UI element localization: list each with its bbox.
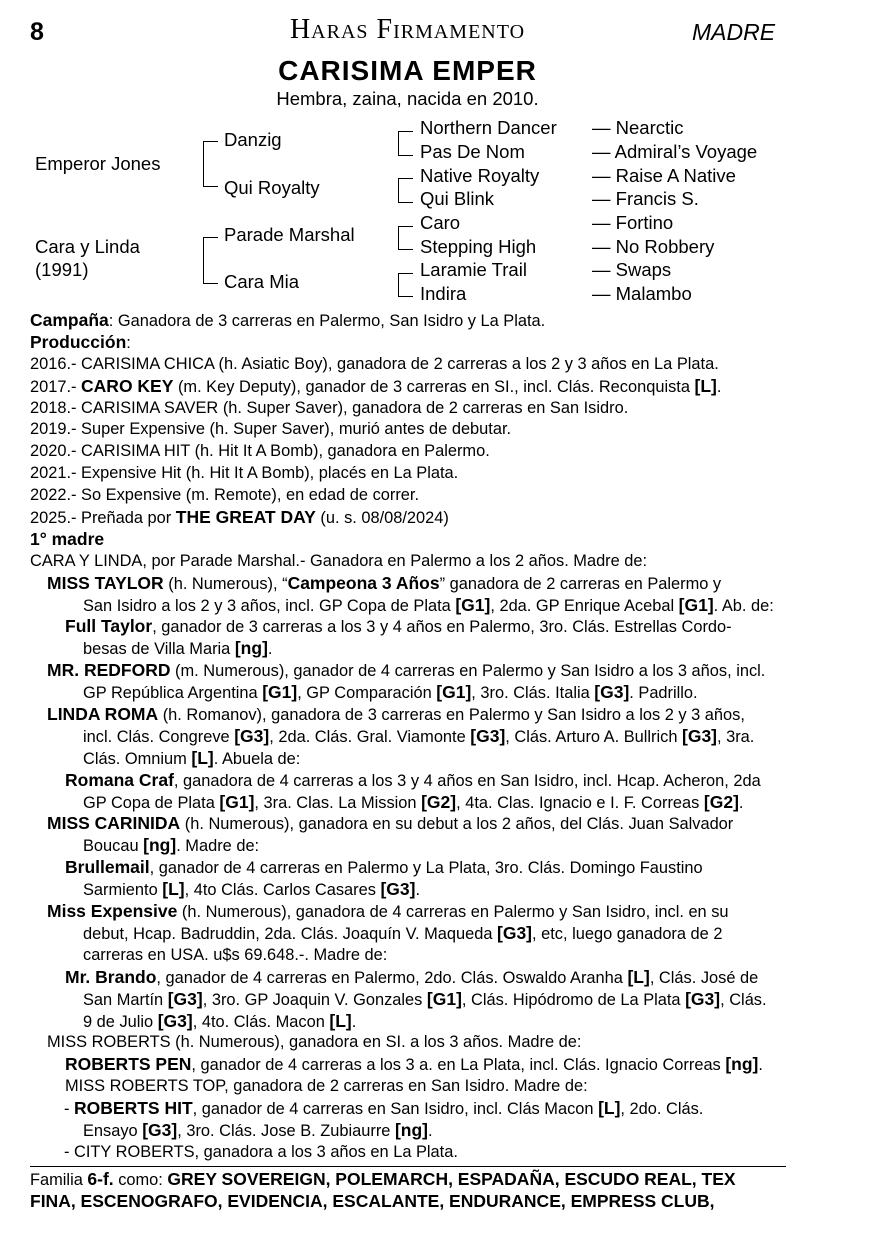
bold-run: [ng] bbox=[143, 835, 177, 856]
pedigree-gen3: Native Royalty bbox=[420, 165, 540, 186]
bold-run: [G2] bbox=[703, 791, 739, 812]
familia-section bbox=[30, 1168, 820, 1212]
campana-label: Campaña bbox=[30, 310, 109, 330]
pedigree-gen2: Parade Marshal bbox=[224, 224, 355, 245]
bold-run: Miss Expensive bbox=[47, 901, 178, 922]
text-run: , 2da. Clás. Gral. Viamonte bbox=[269, 727, 471, 746]
produccion-item: 2020.- CARISIMA HIT (h. Hit It A Bomb), ganadora en Palermo. bbox=[30, 442, 490, 461]
bold-run: [G1] bbox=[436, 682, 472, 703]
produccion-label: Producción bbox=[30, 331, 127, 352]
text-run: . bbox=[351, 1012, 357, 1031]
pm-line bbox=[30, 1032, 820, 1054]
horse-description: Hembra, zaina, nacida en 2010. bbox=[276, 88, 539, 109]
pm-line bbox=[30, 967, 820, 989]
t: 2025.- Preñada por bbox=[30, 509, 176, 528]
pm-line bbox=[30, 660, 820, 682]
bold-run: ROBERTS PEN bbox=[65, 1054, 192, 1075]
race-grade: [L] bbox=[694, 375, 717, 396]
text-run: GP Copa de Plata bbox=[83, 793, 220, 812]
text-run: , 3ro. Clás. Jose B. Zubiaurre bbox=[177, 1121, 395, 1140]
bold-run: [G3] bbox=[234, 725, 270, 746]
bold-run: LINDA ROMA bbox=[47, 704, 159, 725]
bold-run: Brullemail bbox=[65, 857, 150, 878]
text-run: incl. Clás. Congreve bbox=[83, 727, 235, 746]
pm-line bbox=[30, 1142, 820, 1164]
bold-run: [G2] bbox=[421, 791, 457, 812]
text-run: . Madre de: bbox=[176, 837, 260, 856]
haras-title: Haras Firmamento bbox=[289, 14, 526, 45]
pedigree-gen3: Pas De Nom bbox=[420, 141, 525, 162]
pm-line bbox=[30, 726, 820, 748]
pm-line bbox=[30, 595, 820, 617]
t: 2017.- bbox=[30, 377, 82, 396]
pedigree-gen3: Northern Dancer bbox=[420, 117, 557, 138]
pm-line bbox=[30, 879, 820, 901]
primera-madre-intro: CARA Y LINDA, por Parade Marshal.- Ganadora en Palermo a los 2 años. Madre de: bbox=[30, 551, 648, 570]
pedigree-gen3: Indira bbox=[420, 283, 467, 304]
bold-run: [G1] bbox=[262, 682, 298, 703]
text-run: , Clás. bbox=[720, 990, 767, 1009]
text-run: (h. Numerous), ganadora de 4 carreras en Palermo y San Isidro, incl. en su bbox=[177, 903, 729, 922]
text-run: , 4ta. Clas. Ignacio e I. F. Correas bbox=[456, 793, 704, 812]
bold-run: [G1] bbox=[219, 791, 255, 812]
text-run: , 2do. Clás. bbox=[620, 1100, 704, 1119]
primera-madre-label: 1° madre bbox=[30, 528, 105, 549]
pm-line bbox=[30, 770, 820, 792]
pm-line bbox=[30, 616, 820, 638]
text-run: , Clás. Arturo A. Bullrich bbox=[505, 727, 682, 746]
text-run: , ganador de 4 carreras en Palermo y La Plata, 3ro. Clás. Domingo Faustino bbox=[149, 859, 703, 878]
pedigree-gen2: Qui Royalty bbox=[224, 177, 320, 198]
bracket bbox=[398, 178, 413, 203]
bold-run: [G3] bbox=[157, 1010, 193, 1031]
pm-line bbox=[30, 573, 820, 595]
bold-run: [ng] bbox=[234, 638, 268, 659]
t: como: bbox=[113, 1171, 168, 1189]
text-run: ” ganadora de 2 carreras en Palermo y bbox=[439, 574, 722, 593]
bold-run: [ng] bbox=[725, 1054, 759, 1075]
text-run: (h. Numerous), ganadora en su debut a los 2 años, del Clás. Juan Salvador bbox=[180, 815, 734, 834]
pedigree-gen4: — Fortino bbox=[592, 212, 674, 233]
t: . bbox=[716, 377, 722, 396]
produccion-item bbox=[30, 376, 820, 398]
text-run: , 3ro. GP Joaquin V. Gonzales bbox=[202, 990, 427, 1009]
pedigree-sire: Emperor Jones bbox=[35, 153, 161, 174]
pm-line bbox=[30, 1098, 820, 1120]
bracket bbox=[398, 273, 413, 297]
text-run: , ganador de 3 carreras a los 3 y 4 años en Palermo, 3ro. Clás. Estrellas Cordo- bbox=[152, 618, 732, 637]
bracket bbox=[203, 141, 218, 187]
pm-line bbox=[30, 945, 820, 967]
text-run: (h. Romanov), ganadora de 3 carreras en Palermo y San Isidro a los 2 y 3 años, bbox=[158, 706, 745, 725]
pm-line bbox=[30, 813, 820, 835]
familia-names: GREY SOVEREIGN, POLEMARCH, ESPADAÑA, ESCUDO REAL, TEX bbox=[167, 1169, 736, 1189]
text-run: , ganador de 4 carreras en Palermo, 2do. Clás. Oswaldo Aranha bbox=[156, 968, 628, 987]
text-run: San Martín bbox=[83, 990, 168, 1009]
pm-line bbox=[30, 1120, 820, 1142]
text-run: , Clás. Hipódromo de La Plata bbox=[461, 990, 686, 1009]
text-run: , 4to Clás. Carlos Casares bbox=[184, 881, 381, 900]
bold-run: [G1] bbox=[426, 988, 462, 1009]
bracket bbox=[203, 237, 218, 284]
text-run: . bbox=[738, 793, 744, 812]
bold-run: Mr. Brando bbox=[65, 966, 157, 987]
text-run: . Abuela de: bbox=[213, 749, 301, 768]
pedigree-gen4: — Nearctic bbox=[592, 117, 684, 138]
pm-line bbox=[30, 923, 820, 945]
bracket bbox=[398, 226, 413, 250]
pedigree-gen4: — Admiral’s Voyage bbox=[592, 141, 758, 162]
pm-line bbox=[30, 1076, 820, 1098]
pedigree-gen3: Caro bbox=[420, 212, 461, 233]
text-run: , ganadora de 4 carreras a los 3 y 4 años en San Isidro, incl. Hcap. Acheron, 2da bbox=[173, 771, 761, 790]
pedigree-gen4: — Raise A Native bbox=[592, 165, 736, 186]
pedigree-gen3: Qui Blink bbox=[420, 188, 495, 209]
bold-run: [G1] bbox=[455, 594, 491, 615]
text-run: . bbox=[758, 1056, 763, 1075]
text-run: MISS ROBERTS TOP, ganadora de 2 carreras en San Isidro. Madre de: bbox=[65, 1077, 588, 1096]
produccion-colon: : bbox=[126, 333, 131, 352]
produccion-item: 2016.- CARISIMA CHICA (h. Asiatic Boy), ganadora de 2 carreras a los 2 y 3 años en La Plata. bbox=[30, 354, 719, 373]
bold-run: MR. REDFORD bbox=[47, 660, 171, 681]
bold-run: [G3] bbox=[685, 988, 721, 1009]
text-run: San Isidro a los 2 y 3 años, incl. GP Copa de Plata bbox=[83, 596, 456, 615]
divider bbox=[30, 1166, 786, 1167]
text-run: - CITY ROBERTS, ganadora a los 3 años en La Plata. bbox=[64, 1142, 458, 1161]
text-run: , Clás. José de bbox=[649, 968, 759, 987]
catalog-body bbox=[30, 310, 820, 1164]
text-run: , ganador de 4 carreras en San Isidro, incl. Clás Macon bbox=[192, 1100, 599, 1119]
pm-line bbox=[30, 792, 820, 814]
produccion-item: 2018.- CARISIMA SAVER (h. Super Saver), ganadora de 2 carreras en San Isidro. bbox=[30, 398, 629, 417]
pedigree-gen3: Laramie Trail bbox=[420, 259, 527, 280]
text-run: Sarmiento bbox=[83, 881, 163, 900]
primera-madre-heading bbox=[30, 529, 820, 551]
produccion-item bbox=[30, 507, 820, 529]
horse-ref: THE GREAT DAY bbox=[175, 507, 316, 528]
bold-run: [L] bbox=[598, 1098, 621, 1119]
bold-run: [G3] bbox=[142, 1119, 178, 1140]
pedigree-gen4: — Malambo bbox=[592, 283, 692, 304]
bold-run: [ng] bbox=[394, 1119, 429, 1140]
t: (u. s. 08/08/2024) bbox=[315, 509, 449, 528]
text-run: , 3ro. Clás. Italia bbox=[471, 684, 595, 703]
text-run: , GP Comparación bbox=[297, 684, 437, 703]
text-run: , etc, luego ganadora de 2 bbox=[532, 924, 723, 943]
text-run: 9 de Julio bbox=[83, 1012, 158, 1031]
bold-run: [G1] bbox=[678, 594, 714, 615]
pm-line bbox=[30, 835, 820, 857]
bold-run: MISS CARINIDA bbox=[47, 813, 181, 834]
familia-line bbox=[30, 1168, 820, 1190]
bold-run: [G3] bbox=[470, 725, 506, 746]
bold-run: [G3] bbox=[380, 879, 416, 900]
bold-run: [G3] bbox=[682, 725, 717, 746]
page-number: 8 bbox=[30, 18, 44, 46]
text-run: Ensayo bbox=[83, 1121, 143, 1140]
pedigree-gen4: — Francis S. bbox=[592, 188, 699, 209]
produccion-item: 2021.- Expensive Hit (h. Hit It A Bomb), placés en La Plata. bbox=[30, 464, 459, 483]
bold-run: Campeona 3 Años bbox=[287, 572, 440, 593]
bold-run: [L] bbox=[191, 747, 214, 768]
pm-line bbox=[30, 901, 820, 923]
pm-line bbox=[30, 682, 820, 704]
pm-line bbox=[30, 1011, 820, 1033]
text-run: (h. Numerous), “ bbox=[163, 574, 288, 593]
campana-line bbox=[30, 310, 820, 332]
text-run: debut, Hcap. Badruddin, 2da. Clás. Joaquín V. Maqueda bbox=[83, 924, 497, 943]
text-run: . bbox=[267, 640, 273, 659]
text-run: (m. Numerous), ganador de 4 carreras en Palermo y San Isidro a los 3 años, incl. bbox=[170, 662, 766, 681]
text-run: . Ab. de: bbox=[713, 596, 774, 615]
pm-line bbox=[30, 857, 820, 879]
bold-run: [L] bbox=[162, 879, 185, 900]
text-run: carreras en USA. u$s 69.648.-. Madre de: bbox=[83, 945, 388, 964]
produccion-item: 2022.- So Expensive (m. Remote), en edad de correr. bbox=[30, 486, 420, 505]
pm-line bbox=[30, 638, 820, 660]
produccion-item: 2019.- Super Expensive (h. Super Saver), murió antes de debutar. bbox=[30, 420, 512, 439]
familia-line bbox=[30, 1190, 820, 1212]
pm-line bbox=[30, 1054, 820, 1076]
pedigree-dam-year: (1991) bbox=[35, 259, 89, 280]
bold-run: [L] bbox=[329, 1010, 352, 1031]
bold-run: [G3] bbox=[167, 988, 203, 1009]
bold-run: MISS TAYLOR bbox=[47, 572, 164, 593]
text-run: MISS ROBERTS (h. Numerous), ganadora en SI. a los 3 años. Madre de: bbox=[47, 1033, 582, 1052]
text-run: , ganador de 4 carreras a los 3 a. en La Plata, incl. Clás. Ignacio Correas bbox=[191, 1056, 726, 1075]
text-run: , 4to. Clás. Macon bbox=[192, 1012, 330, 1031]
text-run: , 3ra. Clas. La Mission bbox=[254, 793, 422, 812]
bold-run: Full Taylor bbox=[65, 616, 153, 637]
text-run: besas de Villa Maria bbox=[83, 640, 235, 659]
familia-code: 6-f. bbox=[87, 1169, 114, 1189]
text-run: - bbox=[64, 1100, 75, 1119]
pedigree-gen4: — Swaps bbox=[592, 259, 672, 280]
t: Familia bbox=[30, 1171, 88, 1189]
section-label: MADRE bbox=[692, 19, 776, 45]
t: (m. Key Deputy), ganador de 3 carreras en SI., incl. Clás. Reconquista bbox=[173, 377, 695, 396]
horse-ref: CARO KEY bbox=[81, 375, 174, 396]
bold-run: [L] bbox=[627, 966, 650, 987]
campana-text: : Ganadora de 3 carreras en Palermo, San Isidro y La Plata. bbox=[108, 312, 546, 330]
pedigree-gen2: Cara Mia bbox=[224, 271, 300, 292]
produccion-heading bbox=[30, 332, 820, 354]
familia-names: FINA, ESCENOGRAFO, EVIDENCIA, ESCALANTE, ENDURANCE, EMPRESS CLUB, bbox=[30, 1190, 715, 1211]
text-run: GP República Argentina bbox=[83, 684, 263, 703]
pm-line bbox=[30, 989, 820, 1011]
text-run: . bbox=[428, 1121, 433, 1140]
bracket bbox=[398, 131, 413, 156]
bold-run: Romana Craf bbox=[65, 769, 174, 790]
bold-run: [G3] bbox=[594, 682, 630, 703]
text-run: Boucau bbox=[83, 837, 144, 856]
pedigree-gen2: Danzig bbox=[224, 129, 282, 150]
pedigree-gen3: Stepping High bbox=[420, 236, 537, 257]
bold-run: [G3] bbox=[497, 922, 532, 943]
pedigree-gen4: — No Robbery bbox=[592, 236, 715, 257]
text-run: , 3ra. bbox=[717, 727, 755, 746]
bold-run: ROBERTS HIT bbox=[74, 1098, 193, 1119]
text-run: . Padrillo. bbox=[629, 684, 698, 703]
horse-name: CARISIMA EMPER bbox=[278, 55, 537, 86]
text-run: , 2da. GP Enrique Acebal bbox=[490, 596, 679, 615]
text-run: Clás. Omnium bbox=[83, 749, 192, 768]
pm-line bbox=[30, 748, 820, 770]
text-run: . bbox=[415, 881, 421, 900]
pm-line bbox=[30, 704, 820, 726]
pedigree-dam: Cara y Linda bbox=[35, 236, 140, 257]
